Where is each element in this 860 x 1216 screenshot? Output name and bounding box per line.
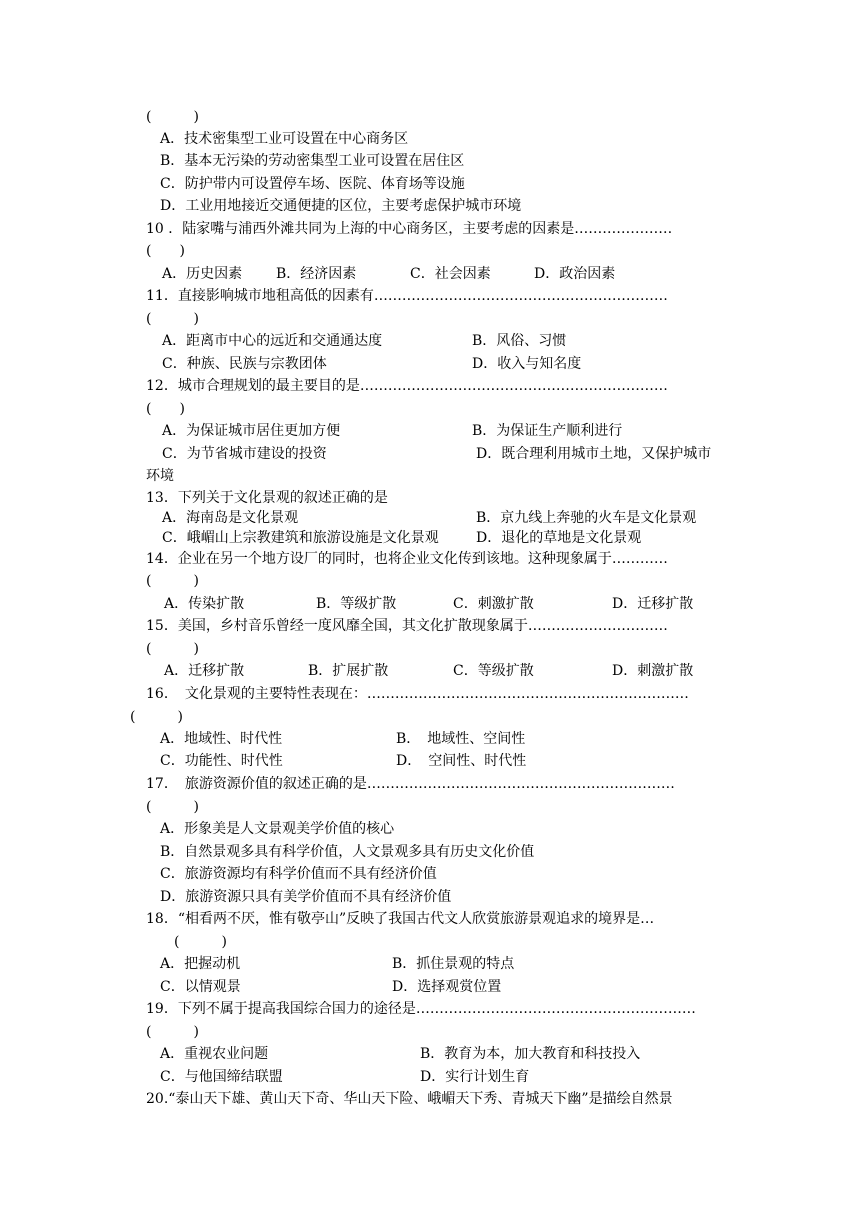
- option-d: D．选择观赏位置: [392, 979, 502, 995]
- option-c: C．峨嵋山上宗教建筑和旅游设施是文化景观: [162, 530, 439, 546]
- question-12: 12．城市合理规划的最主要目的是…………………………………………………………: [146, 378, 668, 394]
- option-c: C．种族、民族与宗教团体: [162, 356, 327, 372]
- option-d: D．退化的草地是文化景观: [476, 530, 642, 546]
- option-b: B．京九线上奔驰的火车是文化景观: [476, 510, 697, 526]
- option-d: D．刺激扩散: [612, 663, 694, 679]
- question-19: 19．下列不属于提高我国综合国力的途径是……………………………………………………: [146, 1001, 696, 1017]
- question-14: 14．企业在另一个地方设厂的同时，也将企业文化传到该地。这种现象属于…………: [146, 551, 668, 567]
- option-c: C．防护带内可设置停车场、医院、体育场等设施: [160, 176, 465, 192]
- option-d: D．迁移扩散: [612, 596, 694, 612]
- option-a: A．海南岛是文化景观: [162, 510, 299, 526]
- option-d-continued: 环境: [146, 468, 174, 484]
- option-a: A．迁移扩散: [164, 663, 245, 679]
- option-d: D．既合理利用城市土地，又保护城市: [476, 446, 712, 462]
- option-a: A．为保证城市居住更加方便: [162, 423, 341, 439]
- option-a: A．历史因素: [162, 266, 243, 282]
- option-c: C．与他国缔结联盟: [160, 1069, 283, 1085]
- answer-blank: ( ): [146, 311, 199, 327]
- option-d: D．旅游资源只具有美学价值而不具有经济价值: [160, 889, 452, 905]
- answer-blank: ( ): [146, 1024, 199, 1040]
- option-d: D．实行计划生育: [420, 1069, 530, 1085]
- option-a: A．距离市中心的远近和交通通达度: [162, 333, 383, 349]
- option-b: B．基本无污染的劳动密集型工业可设置在居住区: [160, 153, 465, 169]
- answer-blank: ( ): [130, 709, 183, 725]
- question-13: 13．下列关于文化景观的叙述正确的是: [146, 490, 388, 506]
- option-d: D．政治因素: [534, 266, 616, 282]
- option-c: C．为节省城市建设的投资: [162, 446, 327, 462]
- answer-blank: ( ): [146, 401, 185, 417]
- option-b: B．扩展扩散: [308, 663, 389, 679]
- option-d: D． 空间性、时代性: [396, 753, 527, 769]
- option-d: D．工业用地接近交通便捷的区位，主要考虑保护城市环境: [160, 198, 522, 214]
- option-b: B．等级扩散: [316, 596, 397, 612]
- answer-blank: ( ): [174, 934, 227, 950]
- answer-blank: ( ): [146, 573, 199, 589]
- option-a: A．传染扩散: [164, 596, 245, 612]
- option-c: C．刺激扩散: [453, 596, 534, 612]
- option-a: A．技术密集型工业可设置在中心商务区: [160, 131, 409, 147]
- option-b: B．自然景观多具有科学价值，人文景观多具有历史文化价值: [160, 844, 535, 860]
- option-b: B．风俗、习惯: [472, 333, 567, 349]
- option-b: B． 地域性、空间性: [396, 731, 526, 747]
- question-17: 17． 旅游资源价值的叙述正确的是…………………………………………………………: [146, 776, 675, 792]
- option-b: B．为保证生产顺利进行: [472, 423, 623, 439]
- option-b: B．经济因素: [276, 266, 357, 282]
- question-18: 18．“相看两不厌，惟有敬亭山”反映了我国古代文人欣赏旅游景观追求的境界是…: [146, 911, 655, 927]
- option-a: A．重视农业问题: [160, 1046, 269, 1062]
- option-c: C．社会因素: [410, 266, 491, 282]
- answer-blank: ( ): [146, 641, 199, 657]
- answer-blank: ( ): [146, 799, 199, 815]
- question-16: 16． 文化景观的主要特性表现在：……………………………………………………………: [146, 686, 689, 702]
- option-a: A．地域性、时代性: [160, 731, 283, 747]
- option-c: C．旅游资源均有科学价值而不具有经济价值: [160, 866, 437, 882]
- option-a: A．形象美是人文景观美学价值的核心: [160, 821, 395, 837]
- question-10: 10 ．陆家嘴与浦西外滩共同为上海的中心商务区，主要考虑的因素是…………………: [146, 221, 673, 237]
- option-b: B．抓住景观的特点: [392, 956, 515, 972]
- option-b: B．教育为本，加大教育和科技投入: [420, 1046, 641, 1062]
- answer-blank: ( ): [146, 109, 199, 125]
- option-c: C．等级扩散: [453, 663, 534, 679]
- answer-blank: ( ): [146, 243, 185, 259]
- option-c: C．以情观景: [160, 979, 241, 995]
- question-20: 20.“泰山天下雄、黄山天下奇、华山天下险、峨嵋天下秀、青城天下幽”是描绘自然景: [146, 1091, 673, 1107]
- question-11: 11．直接影响城市地租高低的因素有………………………………………………………: [146, 288, 668, 304]
- question-15: 15．美国，乡村音乐曾经一度风靡全国，其文化扩散现象属于…………………………: [146, 618, 668, 634]
- option-a: A．把握动机: [160, 956, 241, 972]
- option-d: D．收入与知名度: [472, 356, 582, 372]
- option-c: C．功能性、时代性: [160, 753, 283, 769]
